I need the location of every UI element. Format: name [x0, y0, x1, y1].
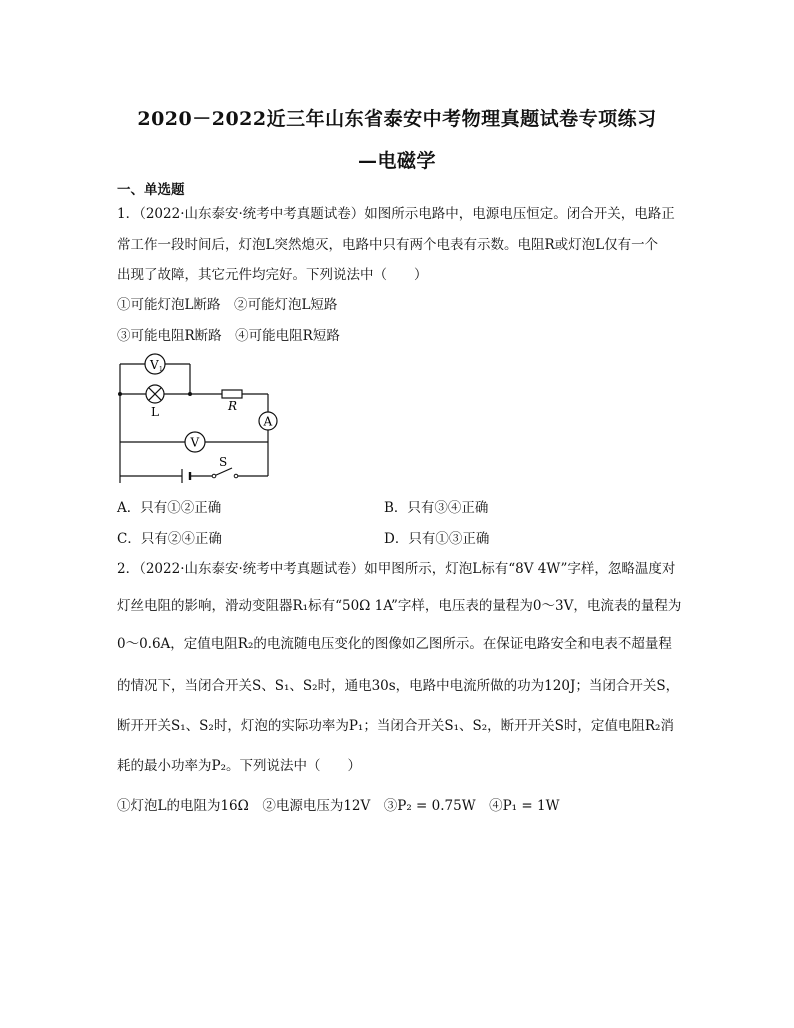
- switch-label: S: [219, 455, 228, 469]
- document-title: 2020－2022近三年山东省泰安中考物理真题试卷专项练习: [137, 108, 657, 130]
- voltmeter-label: V: [190, 435, 200, 450]
- q2-text-line6: 耗的最小功率为P₂。下列说法中（ ）: [117, 758, 361, 774]
- q1-text-line1: 1．（2022·山东泰安·统考中考真题试卷）如图所示电路中，电源电压恒定。闭合开关，电路正: [117, 206, 675, 222]
- junction-dot: [118, 392, 122, 396]
- q1-statement-3-4: ③可能电阻R断路 ④可能电阻R短路: [117, 328, 340, 344]
- q1-option-c: C．只有②④正确: [117, 531, 222, 547]
- q2-text-line2: 灯丝电阻的影响，滑动变阻器R₁标有“50Ω 1A”字样，电压表的量程为0～3V，电流表的量程为: [117, 598, 682, 614]
- q1-option-a: A．只有①②正确: [117, 500, 222, 516]
- voltmeter-v1-label: V: [150, 358, 159, 372]
- circuit-diagram: [110, 348, 290, 483]
- switch-symbol: [212, 474, 216, 478]
- document-subtitle: —电磁学: [357, 150, 436, 172]
- q2-text-line1: 2．（2022·山东泰安·统考中考真题试卷）如甲图所示，灯泡L标有“8V 4W”字样，忽略温度对: [117, 561, 676, 577]
- section-heading: 一、单选题: [117, 182, 185, 198]
- q2-text-line5: 断开开关S₁、S₂时，灯泡的实际功率为P₁；当闭合开关S₁、S₂，断开开关S时，定值电阻R₂消: [117, 718, 674, 734]
- q1-text-line3: 出现了故障，其它元件均完好。下列说法中（ ）: [117, 267, 428, 283]
- q1-option-b: B．只有③④正确: [384, 500, 489, 516]
- q1-option-d: D．只有①③正确: [384, 531, 490, 547]
- q1-text-line2: 常工作一段时间后，灯泡L突然熄灭，电路中只有两个电表有示数。电阻R或灯泡L仅有一个: [117, 237, 659, 253]
- ammeter-label: A: [263, 414, 273, 429]
- q1-statement-1-2: ①可能灯泡L断路 ②可能灯泡L短路: [117, 297, 338, 313]
- q2-text-line4: 的情况下，当闭合开关S、S₁、S₂时，通电30s，电路中电流所做的功为120J；当闭合开关S，: [117, 678, 680, 694]
- voltmeter-v1-subscript: 1: [159, 366, 163, 373]
- lamp-label: L: [151, 405, 159, 419]
- q2-text-line3: 0～0.6A，定值电阻R₂的电流随电压变化的图像如乙图所示。在保证电路安全和电表不超量程: [117, 636, 672, 652]
- resistor-symbol: [222, 390, 242, 398]
- q2-statements: ①灯泡L的电阻为16Ω ②电源电压为12V ③P₂ = 0.75W ④P₁ = 1W: [117, 798, 560, 814]
- resistor-label: R: [228, 399, 238, 413]
- junction-dot: [188, 392, 192, 396]
